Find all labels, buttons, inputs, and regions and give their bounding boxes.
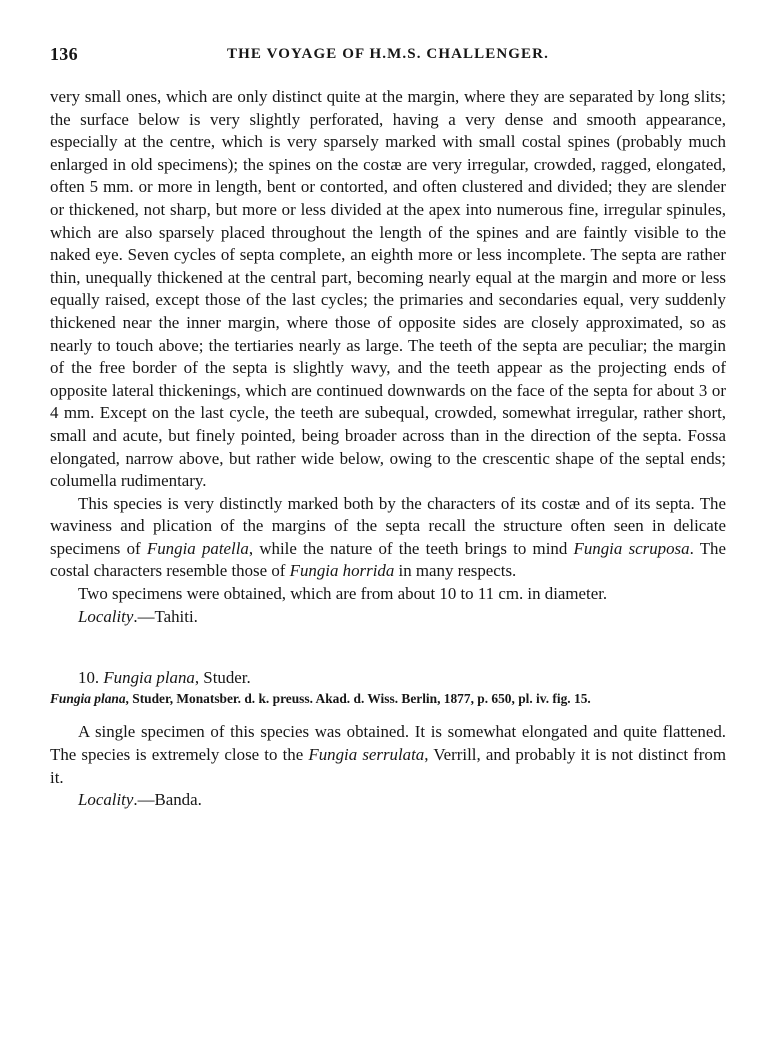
species-author: , Studer. [194, 668, 251, 688]
species-10-text: , Verrill, and probably it is not distinct from it. [50, 744, 726, 787]
page-number: 136 [50, 44, 78, 64]
species-10-paragraph [50, 721, 726, 789]
specimens-paragraph: Two specimens were obtained, which are from about 10 to 11 cm. in diameter. [78, 584, 608, 604]
locality-line [50, 606, 726, 629]
species-heading-name: Fungia plana [103, 668, 195, 688]
remarks-text: This species is very distinctly marked both by the characters of its costæ and of its septa. The waviness and plication of the margins of the septa recall the structure often seen in delicate specimens of [50, 493, 726, 558]
description-paragraph: very small ones, which are only distinct quite at the margin, where they are separated by long slits; the surface below is very slightly perforated, having a very dense and smooth appearance, especially at the centre, which is very sparsely marked with small costal spines (probably much enlarged in old specimens); the spines on the costæ are very irregular, crowded, ragged, elongated, often 5 mm. or more in length, bent or contorted, and often clustered and divided; they are slender or thickened, not sharp, but more or less divided at the apex into numerous fine, irregular spinules, which are also sparsely placed throughout the length of the spines and are faintly visible to the naked eye. Seven cycles of septa complete, an eighth more or less incomplete. The septa are rather thin, unequally thickened at the central part, becoming nearly equal at the margin and more or less equally raised, except those of the last cycles; the primaries and secondaries equal, very suddenly thickened near the inner margin, where those of opposite sides are closely approximated, so as nearly to touch above; the tertiaries nearly as large. The teeth of the septa are peculiar; the margin of the free border of the septa is slightly wavy, and the teeth appear as the projecting ends of opposite lateral thickenings, which are continued downwards on the face of the septa for about 3 or 4 mm. Except on the last cycle, the teeth are subequal, crowded, somewhat irregular, rather short, small and acute, but finely pointed, being broader across than in the direction of the septa. Fossa elongated, narrow above, but rather wide below, owing to the crescentic shape of the septal ends; columella rudimentary. [50, 87, 726, 491]
species-name-italic: Fungia serrulata [308, 744, 425, 764]
locality-line [50, 789, 726, 812]
species-name-italic: Fungia scruposa [573, 538, 690, 558]
species-number: 10. [78, 668, 100, 688]
citation-gap [50, 707, 726, 721]
remarks-text: in many respects. [394, 561, 517, 581]
locality-value: .—Banda. [133, 790, 202, 810]
remarks-paragraph [50, 493, 726, 583]
locality-value: .—Tahiti. [133, 606, 198, 626]
locality-label: Locality [78, 790, 134, 810]
body-text [50, 86, 726, 812]
species-10-text: A single specimen of this species was obtained. It is somewhat elongated and quite flattened. The species is extremely close to the [50, 722, 726, 764]
synonymy-citation [50, 690, 726, 708]
running-title: THE VOYAGE OF H.M.S. CHALLENGER. [227, 46, 549, 62]
locality-label: Locality [78, 606, 134, 626]
citation-species-name: Fungia plana [50, 690, 126, 706]
species-name-italic: Fungia patella [146, 538, 249, 558]
remarks-text: , while the nature of the teeth brings to mind [248, 538, 574, 558]
section-gap [50, 628, 726, 667]
remarks-text: . The costal characters resemble those of [50, 538, 726, 581]
species-heading [50, 667, 726, 690]
citation-reference: , Studer, Monatsber. d. k. preuss. Akad. d. Wiss. Berlin, 1877, p. 650, pl. iv. fig. 15. [125, 690, 591, 706]
species-name-italic: Fungia horrida [289, 561, 395, 581]
page-header [50, 44, 726, 68]
